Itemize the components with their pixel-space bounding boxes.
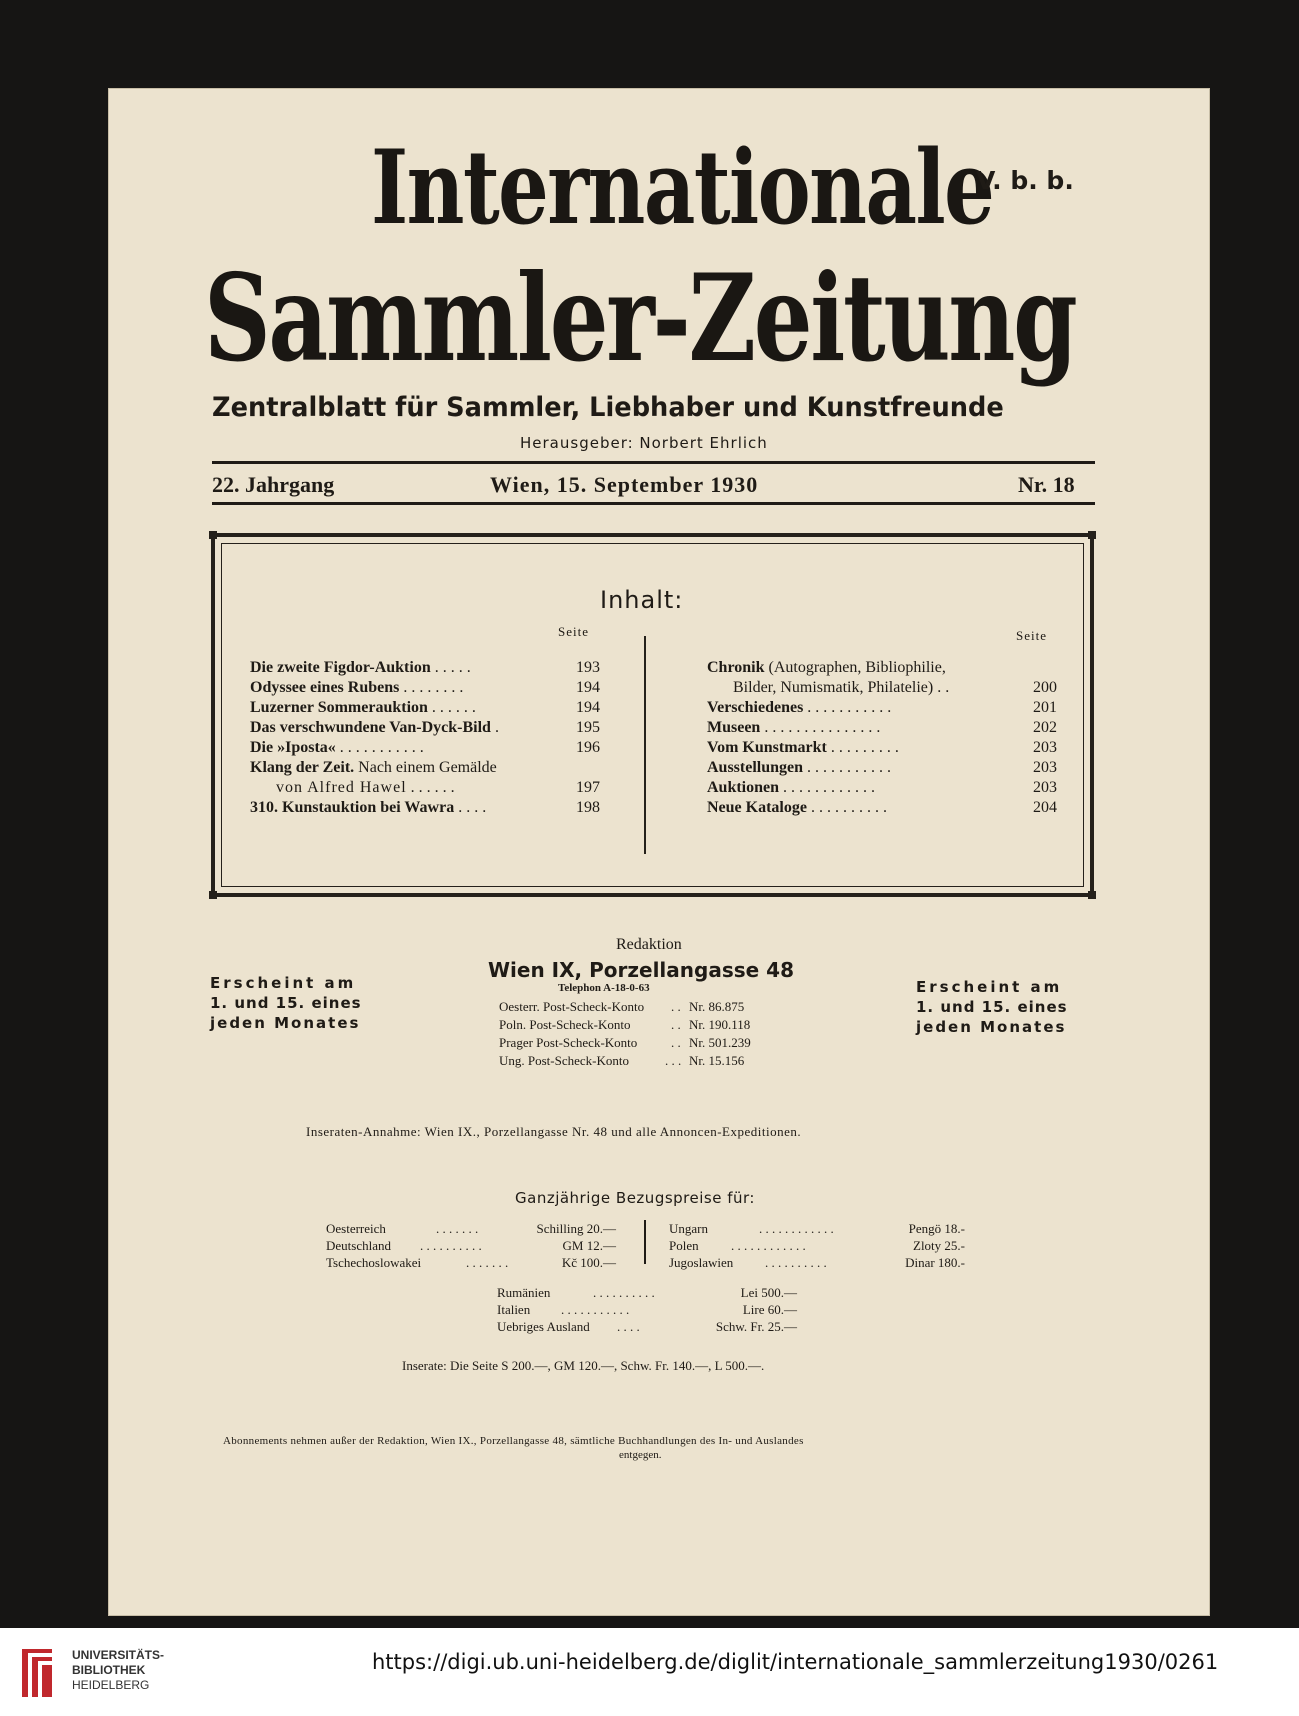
price-row: Oesterreich . . . . . . . Schilling 20.—	[326, 1221, 616, 1236]
ads-acceptance: Inseraten-Annahme: Wien IX., Porzellangasse Nr. 48 und alle Annoncen-Expeditionen.	[306, 1124, 802, 1139]
masthead-title-line2: Sammler-Zeitung	[204, 248, 1076, 389]
appears-left: Erscheint am 1. und 15. eines jeden Monates	[210, 974, 362, 1032]
toc-item: Die zweite Figdor-Auktion . . . . . 193	[250, 659, 600, 676]
contents-left-list	[250, 658, 600, 818]
price-row: Uebriges Ausland . . . . Schw. Fr. 25.—	[497, 1319, 797, 1334]
document-url-link[interactable]: https://digi.ub.uni-heidelberg.de/diglit/internationale_sammlerzeitung1930/0261	[372, 1650, 1219, 1674]
issue-number: Nr. 18	[1018, 472, 1075, 497]
publisher-line: Herausgeber: Norbert Ehrlich	[520, 434, 768, 452]
toc-item: Das verschwundene Van-Dyck-Bild . 195	[250, 719, 600, 736]
toc-item: Bilder, Numismatik, Philatelie) . . 200	[733, 679, 1057, 696]
account-row: Poln. Post-Scheck-Konto . . Nr. 190.118	[499, 1017, 751, 1032]
page-label-left: Seite	[558, 624, 589, 639]
toc-item: Vom Kunstmarkt . . . . . . . . . 203	[707, 739, 1057, 756]
toc-item: 310. Kunstauktion bei Wawra . . . . 198	[250, 799, 600, 816]
issue-volume: 22. Jahrgang	[212, 472, 335, 497]
postage-mark: V. b. b.	[976, 166, 1074, 195]
price-row: Jugoslawien . . . . . . . . . . Dinar 180.-	[669, 1255, 965, 1270]
toc-item: Odyssee eines Rubens . . . . . . . . 194	[250, 679, 600, 696]
prices-right	[669, 1220, 965, 1271]
price-row: Ungarn . . . . . . . . . . . . Pengö 18.-	[669, 1221, 965, 1236]
price-row: Rumänien . . . . . . . . . . Lei 500.—	[497, 1285, 797, 1300]
library-logo-icon	[18, 1643, 56, 1703]
prices-center	[497, 1284, 797, 1335]
masthead-title-line1: Internationale	[371, 128, 994, 248]
page-label-right: Seite	[1016, 628, 1047, 643]
prices-left	[326, 1220, 616, 1271]
ads-rates: Inserate: Die Seite S 200.—, GM 120.—, Schw. Fr. 140.—, L 500.—.	[402, 1358, 765, 1373]
editorial-address: Wien IX, Porzellangasse 48	[488, 958, 794, 982]
price-row: Italien . . . . . . . . . . . Lire 60.—	[497, 1302, 797, 1317]
price-row: Tschechoslowakei . . . . . . . Kč 100.—	[326, 1255, 616, 1270]
top-rule	[212, 461, 1095, 464]
price-row: Polen . . . . . . . . . . . . Zloty 25.-	[669, 1238, 965, 1253]
toc-item: Museen . . . . . . . . . . . . . . . 202	[707, 719, 1057, 736]
header-rule	[212, 502, 1095, 505]
toc-item: Luzerner Sommerauktion . . . . . . 194	[250, 699, 600, 716]
account-row: Oesterr. Post-Scheck-Konto . . Nr. 86.875	[499, 999, 745, 1014]
toc-item: Klang der Zeit. Nach einem Gemälde	[250, 759, 497, 776]
prices-divider	[644, 1220, 646, 1264]
postal-accounts	[499, 998, 749, 1070]
editorial-label: Redaktion	[616, 936, 682, 953]
toc-item: Chronik (Autographen, Bibliophilie,	[707, 659, 946, 676]
prices-heading: Ganzjährige Bezugspreise für:	[515, 1189, 755, 1207]
toc-item: von Alfred Hawel . . . . . . 197	[276, 779, 600, 796]
library-name: UNIVERSITÄTS- BIBLIOTHEK HEIDELBERG	[72, 1648, 165, 1692]
toc-item: Ausstellungen . . . . . . . . . . . 203	[707, 759, 1057, 776]
contents-column-divider	[644, 636, 646, 854]
price-row: Deutschland . . . . . . . . . . GM 12.—	[326, 1238, 616, 1253]
contents-heading: Inhalt:	[600, 586, 684, 614]
issue-date: Wien, 15. September 1930	[490, 472, 759, 497]
toc-item: Verschiedenes . . . . . . . . . . . 201	[707, 699, 1057, 716]
account-row: Ung. Post-Scheck-Konto . . . Nr. 15.156	[499, 1053, 745, 1068]
contents-right-list	[707, 658, 1057, 818]
appears-right: Erscheint am 1. und 15. eines jeden Monates	[916, 978, 1068, 1036]
toc-item: Die »Iposta« . . . . . . . . . . . 196	[250, 739, 600, 756]
subscriptions-line2: entgegen.	[619, 1449, 662, 1461]
viewer-footer	[0, 1628, 1299, 1716]
masthead-subtitle: Zentralblatt für Sammler, Liebhaber und Kunstfreunde	[212, 392, 1004, 423]
subscriptions-line1: Abonnements nehmen außer der Redaktion, Wien IX., Porzellangasse 48, sämtliche Buchhandlungen des In- und Auslandes	[223, 1435, 804, 1447]
newspaper-page	[108, 88, 1210, 1616]
toc-item: Neue Kataloge . . . . . . . . . . 204	[707, 799, 1057, 816]
toc-item: Auktionen . . . . . . . . . . . . 203	[707, 779, 1057, 796]
account-row: Prager Post-Scheck-Konto . . Nr. 501.239	[499, 1035, 751, 1050]
editorial-telephone: Telephon A-18-0-63	[558, 982, 650, 994]
